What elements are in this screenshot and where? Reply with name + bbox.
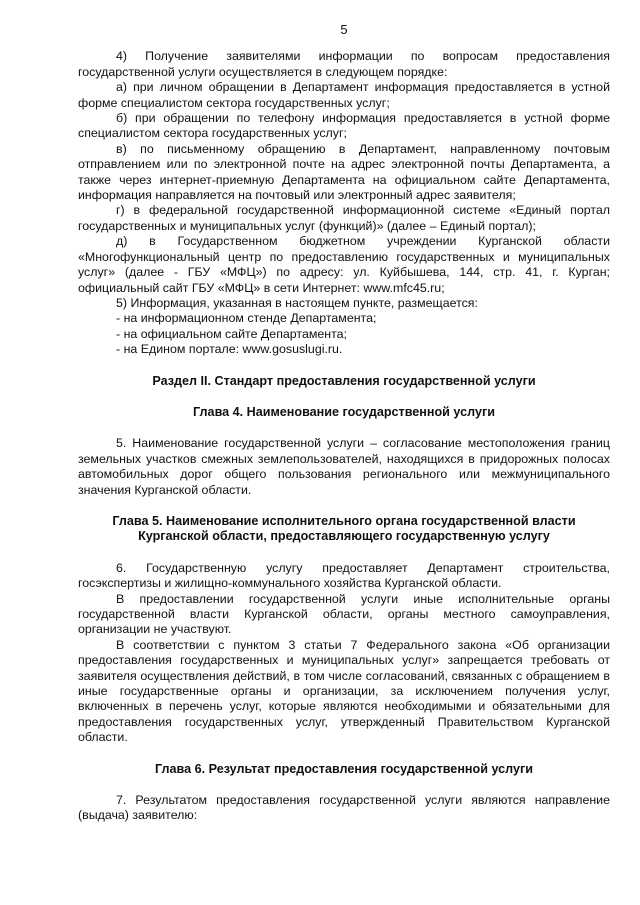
chapter-5-title-line1: Глава 5. Наименование исполнительного органа государственной власти [112,513,576,528]
chapter-4-title: Глава 4. Наименование государственной услуги [193,404,495,419]
paragraph-chapter6-7: 7. Результатом предоставления государственной услуги являются направление (выдача) заявителю: [78,793,610,823]
chapter-5-title-line2: Курганской области, предоставляющего государственную услугу [138,529,550,544]
paragraph-g: г) в федеральной государственной информационной системе «Единый портал государственных и муниципальных услуг (функций)» (далее – Единый портал); [78,203,610,233]
paragraph-b: б) при обращении по телефону информация предоставляется в устной форме специалистом сектора государственных услуг; [78,111,610,141]
paragraph-a: а) при личном обращении в Департамент информация предоставляется в устной форме специалистом сектора государственных услуг; [78,80,610,110]
paragraph-chapter5-6b: В предоставлении государственной услуги иные исполнительные органы государственной власти Курганской области, органы местного самоуправления, организации не участвуют. [78,591,610,637]
paragraph-5: 5) Информация, указанная в настоящем пункте, размещается: [116,295,478,310]
paragraph-chapter5-6c: В соответствии с пунктом 3 статьи 7 Федерального закона «Об организации предоставления государственных и муниципальных услуг» запрещается требовать от заявителя осуществления действий, в том числе согласований, связанных с обращением в иные государственные органы и организации, за исключением получения услуг, включенных в перечень услуг, которые являются необходимыми и обязательными для предоставления государственных услуг, утвержденный Правительством Курганской области. [78,637,610,745]
page-number: 5 [340,22,348,37]
list-item: - на информационном стенде Департамента; [116,311,377,326]
paragraph-d: д) в Государственном бюджетном учреждении Курганской области «Многофункциональный центр по предоставлению государственных и муниципальных услуг» (далее - ГБУ «МФЦ») по адресу: ул. Куйбышева, 144, стр. 41, г. Курган; официальный сайт ГБУ «МФЦ» в сети Интернет: www.mfc45.ru; [78,234,610,295]
section1-block [78,49,610,357]
paragraph-4: 4) Получение заявителями информации по вопросам предоставления государственной услуги осуществляется в следующем порядке: [78,49,610,79]
paragraph-chapter5-6: 6. Государственную услугу предоставляет Департамент строительства, госэкспертизы и жилищно-коммунального хозяйства Курганской области. [78,560,610,591]
paragraph-chapter4-5: 5. Наименование государственной услуги – согласование местоположения границ земельных участков смежных землепользователей, находящихся в придорожных полосах автомобильных дорог общего пользования регионального или межмуниципального значения Курганской области. [78,436,610,497]
list-item: - на официальном сайте Департамента; [116,326,347,341]
paragraph-v: в) по письменному обращению в Департамент, направленному почтовым отправлением или по электронной почте на адрес электронной почты Департамента, а также через интернет-приемную Департамента на официальном сайте Департамента, информация направляется на почтовый или электронный адрес заявителя; [78,141,610,203]
chapter-6-title: Глава 6. Результат предоставления государственной услуги [155,761,533,776]
list-item: - на Едином портале: www.gosuslugi.ru. [116,342,343,357]
section-title: Раздел II. Стандарт предоставления государственной услуги [152,373,536,388]
